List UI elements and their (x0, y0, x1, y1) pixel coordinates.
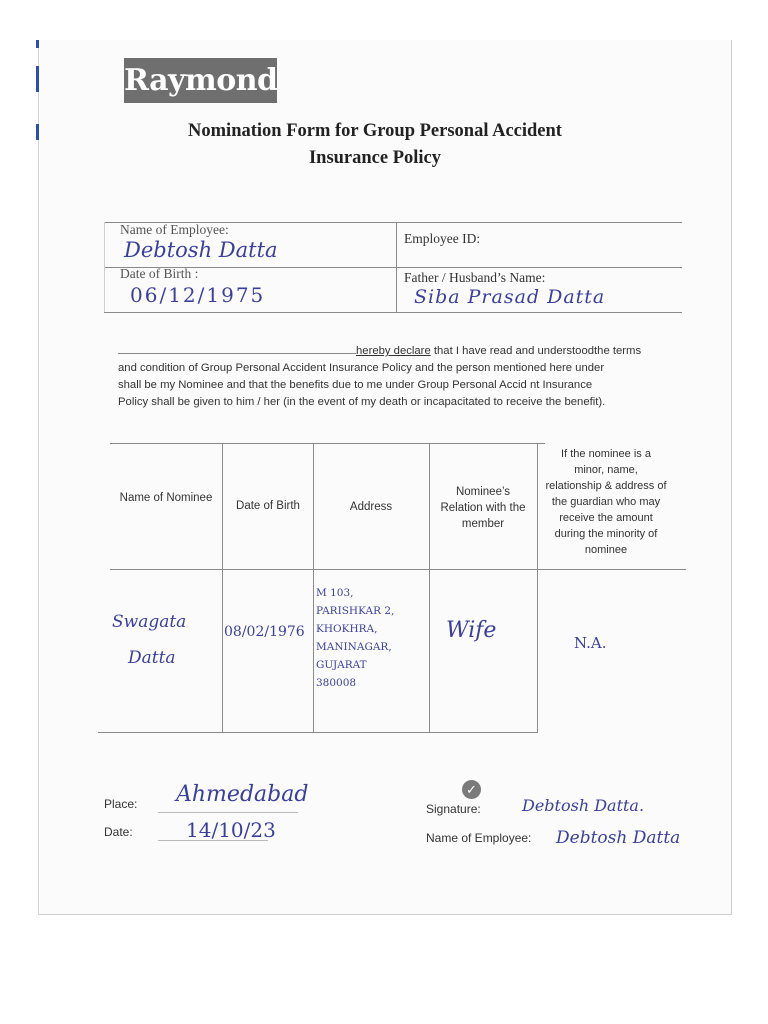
place-value: Ahmedabad (176, 782, 309, 807)
header-address: Address (349, 501, 393, 513)
place-label: Place: (104, 797, 138, 811)
declaration-line3: shall be my Nominee and that the benefits due to me under Group Personal Accid nt Insurance (118, 379, 593, 391)
employee-name-label: Name of Employee: (120, 222, 229, 237)
form-title (140, 118, 610, 172)
father-name-label: Father / Husband’s Name: (404, 270, 546, 285)
date-value: 14/10/23 (186, 818, 276, 842)
edge-mark (36, 124, 39, 140)
employee-name-footer-label: Name of Employee: (426, 831, 532, 845)
address-line: PARISHKAR 2, (316, 605, 395, 617)
address-line: MANINAGAR, (316, 641, 392, 653)
header-guardian: If the nominee is a minor, name, relationship & address of the guardian who may receive the amount during the minority of nominee (545, 448, 667, 556)
declaration-line2: and condition of Group Personal Accident Insurance Policy and the person mentioned here under (118, 362, 605, 374)
raymond-logo: Raymond (124, 58, 277, 103)
employee-id-label: Employee ID: (404, 231, 481, 246)
date-label: Date: (104, 825, 133, 839)
address-line: 380008 (316, 677, 357, 689)
declaration-line1: that I have read and understoodthe terms (430, 345, 642, 357)
form-title-line1: Nomination Form for Group Personal Accident (188, 121, 562, 141)
signature-label: Signature: (426, 802, 481, 816)
address-line: M 103, (316, 587, 354, 599)
header-relation: Nominee’s Relation with the member (440, 486, 526, 530)
nominee-address (316, 584, 428, 692)
nominee-relation: Wife (446, 618, 497, 643)
signature-value: Debtosh Datta. (522, 796, 645, 815)
address-line: KHOKHRA, (316, 623, 378, 635)
father-name-value: Siba Prasad Datta (414, 286, 606, 308)
check-icon: ✓ (462, 780, 481, 799)
dob-label: Date of Birth : (120, 266, 199, 281)
employee-name-value: Debtosh Datta (124, 238, 278, 262)
declaration-lead: hereby declare (356, 345, 431, 357)
header-date-of-birth: Date of Birth (236, 500, 300, 512)
employee-name-footer-value: Debtosh Datta (556, 828, 681, 848)
dob-value: 06/12/1975 (130, 283, 266, 307)
address-line: GUJARAT (316, 659, 367, 671)
edge-mark (36, 40, 39, 48)
form-title-line2: Insurance Policy (308, 148, 442, 168)
header-nominee-name: Name of Nominee (119, 492, 213, 504)
nominee-dob: 08/02/1976 (224, 624, 305, 640)
declaration-line4: Policy shall be given to him / her (in the event of my death or incapacitated to receive the benefit). (118, 396, 606, 408)
declaration-text (118, 343, 680, 411)
edge-mark (36, 66, 39, 92)
nominee-name-line2: Datta (128, 648, 176, 668)
guardian-value: N.A. (574, 634, 607, 652)
declaration-blank (118, 343, 356, 354)
nominee-name-line1: Swagata (112, 612, 187, 632)
